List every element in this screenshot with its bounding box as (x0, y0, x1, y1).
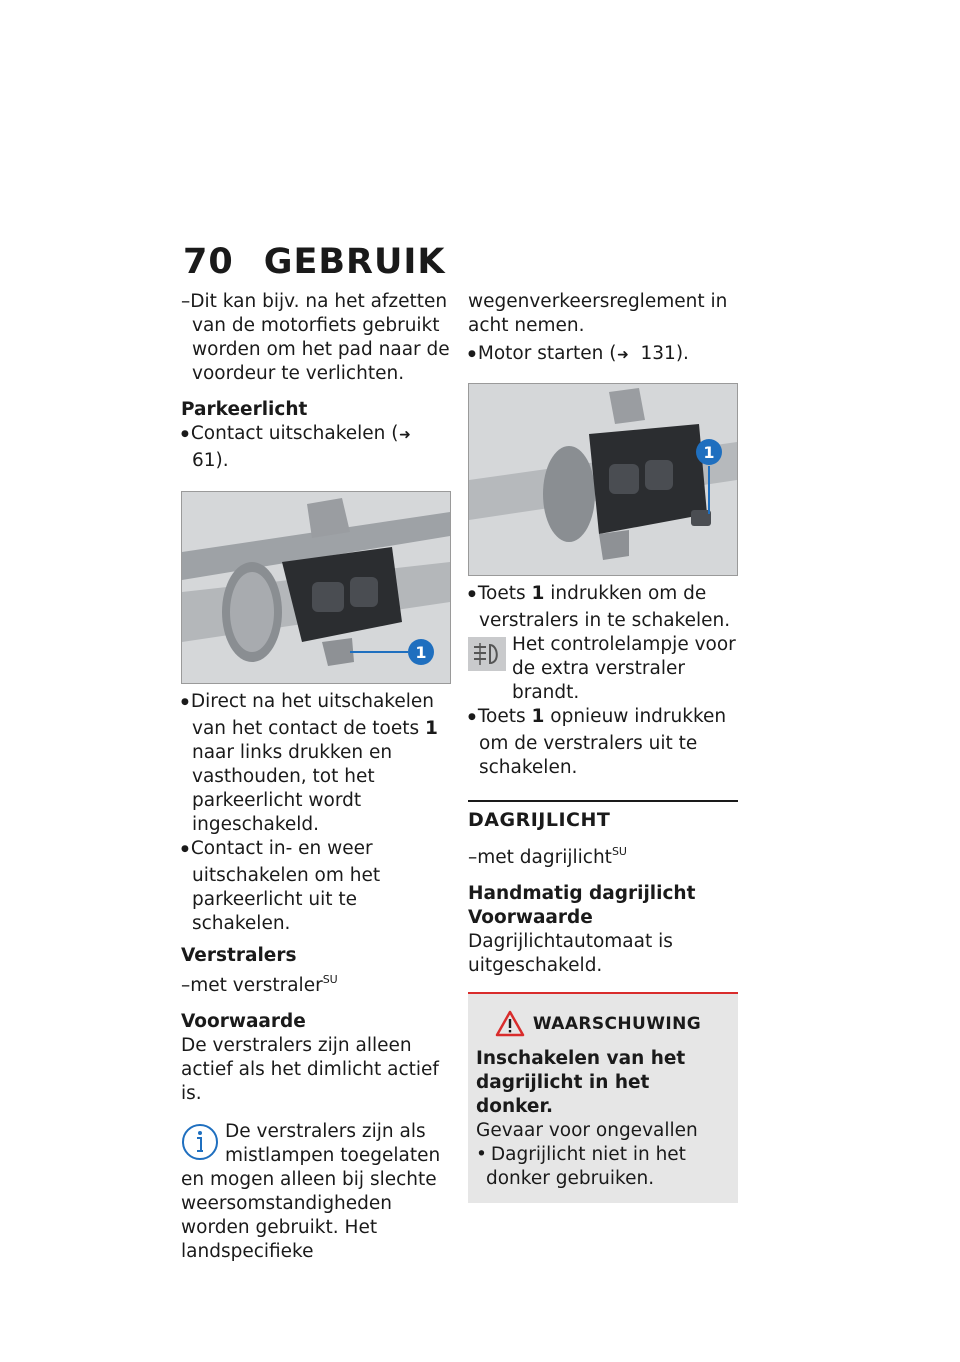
info-rest: en mogen alleen bij slechte weersomstandigheden worden gebruikt. Het landspecifieke (181, 1169, 437, 1262)
prerequisite-text: De verstralers zijn alleen actief als het dimlicht actief is. (181, 1035, 439, 1104)
chapter-title: GEBRUIK (263, 242, 446, 282)
prerequisite-title: Voorwaarde (181, 1011, 306, 1032)
page-ref-arrow-icon: ➜ (617, 347, 629, 363)
indicator-note (468, 633, 738, 705)
continued-text: wegenverkeersreglement in acht nemen. (468, 291, 728, 336)
parking-step-1: ● Contact uitschakelen (➜61). (181, 422, 451, 473)
warning-title: Inschakelen van het dagrijlicht in het donker. (476, 1048, 686, 1117)
spotlight-on-step: ● Toets 1 indrukken om de verstralers in te schakelen. (468, 582, 738, 633)
warning-header (468, 1010, 728, 1037)
info-icon (181, 1122, 219, 1162)
parking-step-2: ● Direct na het uitschakelen van het contact de toets 1 naar links drukken en vasthouden, tot het parkeerlicht wordt ingeschakeld. (181, 690, 451, 837)
handlebar-switch-figure-2 (468, 383, 738, 576)
page-number: 70 (183, 242, 234, 282)
parking-title: Parkeerlicht (181, 399, 308, 420)
indicator-text: Het controlelampje voor de extra verstraler brandt. (512, 634, 736, 703)
warning-label: WAARSCHUWING (532, 1013, 702, 1034)
drl-section-header (468, 800, 738, 832)
figure2-callout: 1 (703, 443, 715, 462)
figure1-callout: 1 (415, 643, 427, 662)
spotlight-off-step: ● Toets 1 opnieuw indrukken om de verstralers uit te schakelen. (468, 705, 738, 780)
warning-bullet: • Dagrijlicht niet in het donker gebruiken. (468, 1143, 728, 1191)
handlebar-switch-figure-1 (181, 491, 451, 684)
manual-drl-title: Handmatig dagrijlicht (468, 883, 696, 904)
manual-prereq-title: Voorwaarde (468, 907, 593, 928)
left-column (181, 290, 451, 1264)
drl-option: – met dagrijlicht$^{SU}$ (468, 840, 738, 870)
right-column (468, 290, 738, 1203)
parking-step-3: ● Contact in- en weer uitschakelen om het parkeerlicht uit te schakelen. (181, 837, 451, 936)
spotlights-option: – met verstraler$^{SU}$ (181, 968, 451, 998)
warning-text: Gevaar voor ongevallen (476, 1120, 698, 1141)
intro-text: – Dit kan bijv. na het afzetten van de motorfiets gebruikt worden om het pad naar de voordeur te verlichten. (181, 290, 451, 386)
drl-title: DAGRIJLICHT (468, 809, 611, 831)
manual-prereq-text: Dagrijlichtautomaat is uitgeschakeld. (468, 931, 673, 976)
info-first-line: De verstralers zijn als mistlampen toegelaten (225, 1121, 441, 1166)
warning-box (468, 992, 738, 1203)
spotlights-title: Verstralers (181, 945, 297, 966)
page-header (183, 242, 446, 282)
fog-lamp-indicator-icon (468, 637, 506, 671)
page-ref-arrow-icon: ➜ (399, 427, 411, 443)
info-note (181, 1120, 451, 1264)
warning-triangle-icon (495, 1010, 525, 1037)
engine-start-step: ● Motor starten (➜ 131). (468, 342, 738, 369)
